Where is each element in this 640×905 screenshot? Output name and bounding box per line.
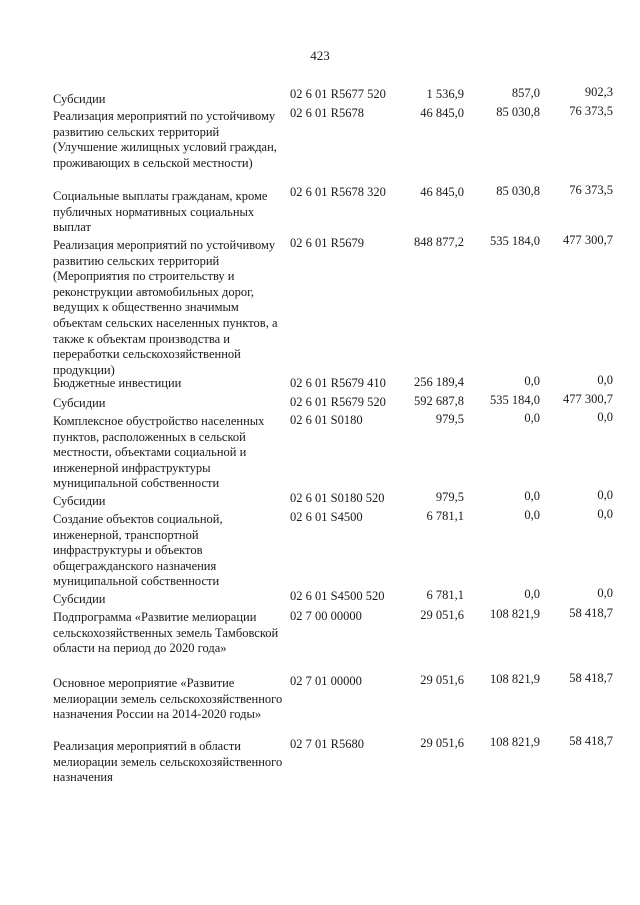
row-value-3: 0,0 xyxy=(597,586,613,600)
row-value-2: 535 184,0 xyxy=(490,393,540,407)
row-name: Реализация мероприятий по устойчивому развитию сельских территорий (Улучшение жилищных условий граждан, проживающих в сельской местности) xyxy=(53,109,277,170)
row-name: Подпрограмма «Развитие мелиорации сельскохозяйственных земель Тамбовской области на период до 2020 года» xyxy=(53,610,279,656)
row-code: 02 7 01 00000 xyxy=(290,674,362,688)
row-value-1: 592 687,8 xyxy=(414,394,464,408)
row-value-1: 29 051,6 xyxy=(420,736,464,750)
row-code: 02 6 01 S4500 xyxy=(290,510,363,524)
row-value-3: 0,0 xyxy=(597,373,613,387)
row-value-1: 29 051,6 xyxy=(420,673,464,687)
row-name: Создание объектов социальной, инженерной, транспортной инфраструктуры и объектов общегражданского назначения муниципальной собственности xyxy=(53,512,223,589)
row-value-3: 76 373,5 xyxy=(569,183,613,197)
row-name: Реализация мероприятий в области мелиорации земель сельскохозяйственного назначения xyxy=(53,739,283,785)
row-value-3: 76 373,5 xyxy=(569,104,613,118)
page-number: 423 xyxy=(310,48,330,63)
row-code: 02 6 01 S0180 520 xyxy=(290,491,385,505)
row-value-1: 848 877,2 xyxy=(414,235,464,249)
row-name: Социальные выплаты гражданам, кроме публичных нормативных социальных выплат xyxy=(53,189,268,235)
row-value-2: 535 184,0 xyxy=(490,234,540,248)
row-code: 02 6 01 S4500 520 xyxy=(290,589,385,603)
row-code: 02 6 01 R5678 xyxy=(290,106,364,120)
row-name: Реализация мероприятий по устойчивому развитию сельских территорий (Мероприятия по строительству и реконструкции автомобильных дорог, ведущих к общественно значимым объектам сельских населенных пунктов, а также к объектам производства и переработки сельскохозяйственной продукции) xyxy=(53,238,278,377)
row-name: Субсидии xyxy=(53,92,106,106)
row-value-1: 46 845,0 xyxy=(420,185,464,199)
row-code: 02 6 01 R5679 520 xyxy=(290,395,386,409)
row-value-1: 6 781,1 xyxy=(426,509,464,523)
row-value-2: 85 030,8 xyxy=(496,184,540,198)
row-name: Субсидии xyxy=(53,592,106,606)
row-value-3: 477 300,7 xyxy=(563,233,613,247)
row-value-3: 58 418,7 xyxy=(569,734,613,748)
row-value-2: 108 821,9 xyxy=(490,735,540,749)
row-name: Субсидии xyxy=(53,396,106,410)
row-value-3: 477 300,7 xyxy=(563,392,613,406)
row-name: Субсидии xyxy=(53,494,106,508)
row-code: 02 6 01 R5679 xyxy=(290,236,364,250)
row-code: 02 6 01 S0180 xyxy=(290,413,363,427)
row-name: Бюджетные инвестиции xyxy=(53,376,182,390)
row-value-3: 0,0 xyxy=(597,488,613,502)
row-value-1: 46 845,0 xyxy=(420,106,464,120)
row-name: Основное мероприятие «Развитие мелиорации земель сельскохозяйственного назначения России на 2014-2020 годы» xyxy=(53,676,283,722)
row-value-2: 85 030,8 xyxy=(496,105,540,119)
row-value-1: 256 189,4 xyxy=(414,375,464,389)
row-code: 02 6 01 R5678 320 xyxy=(290,185,386,199)
row-name: Комплексное обустройство населенных пунктов, расположенных в сельской местности, объектами социальной и инженерной инфраструктуры муниципальной собственности xyxy=(53,414,265,491)
row-code: 02 6 01 R5679 410 xyxy=(290,376,386,390)
row-code: 02 6 01 R5677 520 xyxy=(290,87,386,101)
row-code: 02 7 00 00000 xyxy=(290,609,362,623)
row-value-3: 902,3 xyxy=(584,85,613,99)
row-value-2: 0,0 xyxy=(524,489,540,503)
row-value-3: 58 418,7 xyxy=(569,606,613,620)
row-value-1: 29 051,6 xyxy=(420,608,464,622)
row-value-1: 1 536,9 xyxy=(426,87,464,101)
row-value-2: 0,0 xyxy=(524,508,540,522)
row-value-1: 979,5 xyxy=(435,490,464,504)
row-value-1: 6 781,1 xyxy=(426,588,464,602)
row-code: 02 7 01 R5680 xyxy=(290,737,364,751)
row-value-1: 979,5 xyxy=(435,412,464,426)
row-value-2: 0,0 xyxy=(524,587,540,601)
row-value-3: 0,0 xyxy=(597,507,613,521)
row-value-2: 0,0 xyxy=(524,374,540,388)
row-value-2: 108 821,9 xyxy=(490,607,540,621)
row-value-2: 108 821,9 xyxy=(490,672,540,686)
row-value-2: 0,0 xyxy=(524,411,540,425)
row-value-2: 857,0 xyxy=(511,86,540,100)
row-value-3: 58 418,7 xyxy=(569,671,613,685)
row-value-3: 0,0 xyxy=(597,410,613,424)
